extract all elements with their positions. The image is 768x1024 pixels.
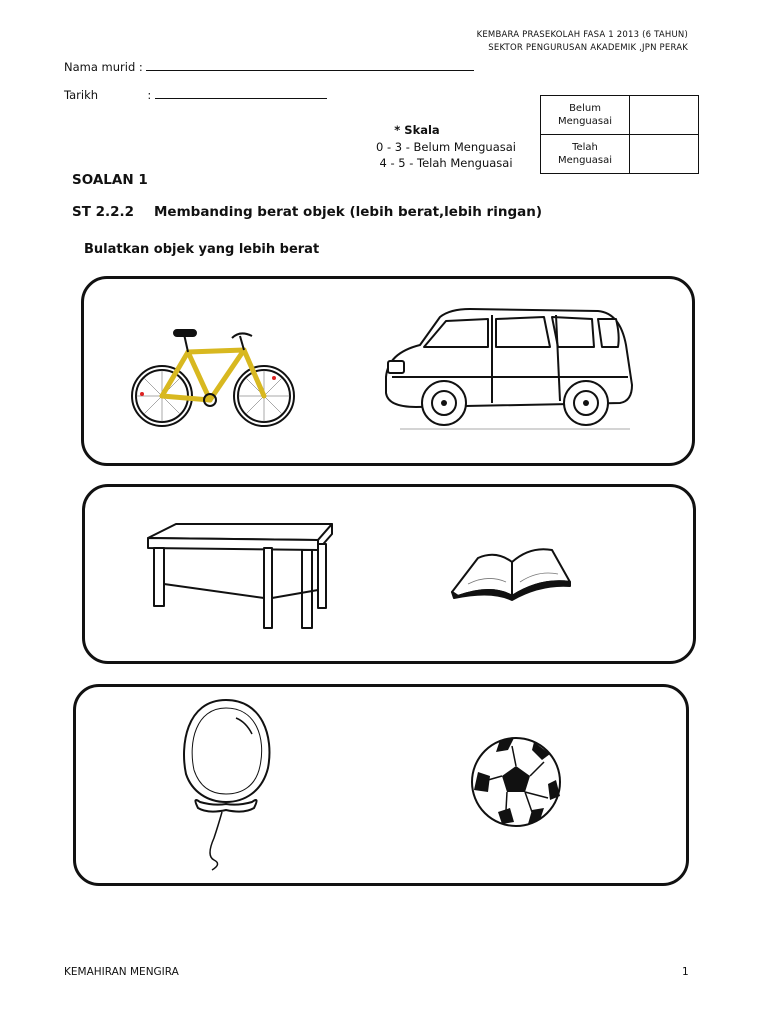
- footer-label: KEMAHIRAN MENGIRA: [64, 966, 179, 978]
- score-label-belum: Belum Menguasai: [541, 96, 630, 135]
- question-number: SOALAN 1: [72, 172, 148, 188]
- header-line-1: KEMBARA PRASEKOLAH FASA 1 2013 (6 TAHUN): [476, 30, 688, 40]
- car-icon[interactable]: [380, 305, 640, 435]
- page-number: 1: [682, 966, 689, 978]
- name-label: Nama murid :: [64, 60, 143, 74]
- soccer-ball-icon[interactable]: [470, 736, 562, 828]
- date-colon: :: [147, 88, 152, 102]
- date-field[interactable]: [64, 88, 327, 102]
- table-icon[interactable]: [146, 522, 336, 632]
- scale-row-1: 0 - 3 - Belum Menguasai: [375, 140, 517, 154]
- date-line[interactable]: [155, 88, 327, 99]
- score-box-belum[interactable]: [630, 96, 699, 135]
- name-field[interactable]: [64, 60, 474, 74]
- date-label: Tarikh: [64, 88, 99, 102]
- pair-panel-3: [73, 684, 689, 886]
- skill-code: ST 2.2.2: [72, 204, 135, 220]
- balloon-icon[interactable]: [178, 696, 274, 876]
- scale-title: * Skala: [394, 123, 440, 137]
- question-title: Membanding berat objek (lebih berat,lebih ringan): [154, 204, 543, 220]
- instruction: Bulatkan objek yang lebih berat: [84, 242, 320, 257]
- book-icon[interactable]: [448, 544, 574, 600]
- score-label-telah: Telah Menguasai: [541, 135, 630, 174]
- header-line-2: SEKTOR PENGURUSAN AKADEMIK ,JPN PERAK: [488, 43, 688, 53]
- score-table: [540, 95, 699, 174]
- name-line[interactable]: [146, 60, 474, 71]
- score-box-telah[interactable]: [630, 135, 699, 174]
- bicycle-icon[interactable]: [128, 328, 298, 438]
- scale-row-2: 4 - 5 - Telah Menguasai: [379, 156, 513, 170]
